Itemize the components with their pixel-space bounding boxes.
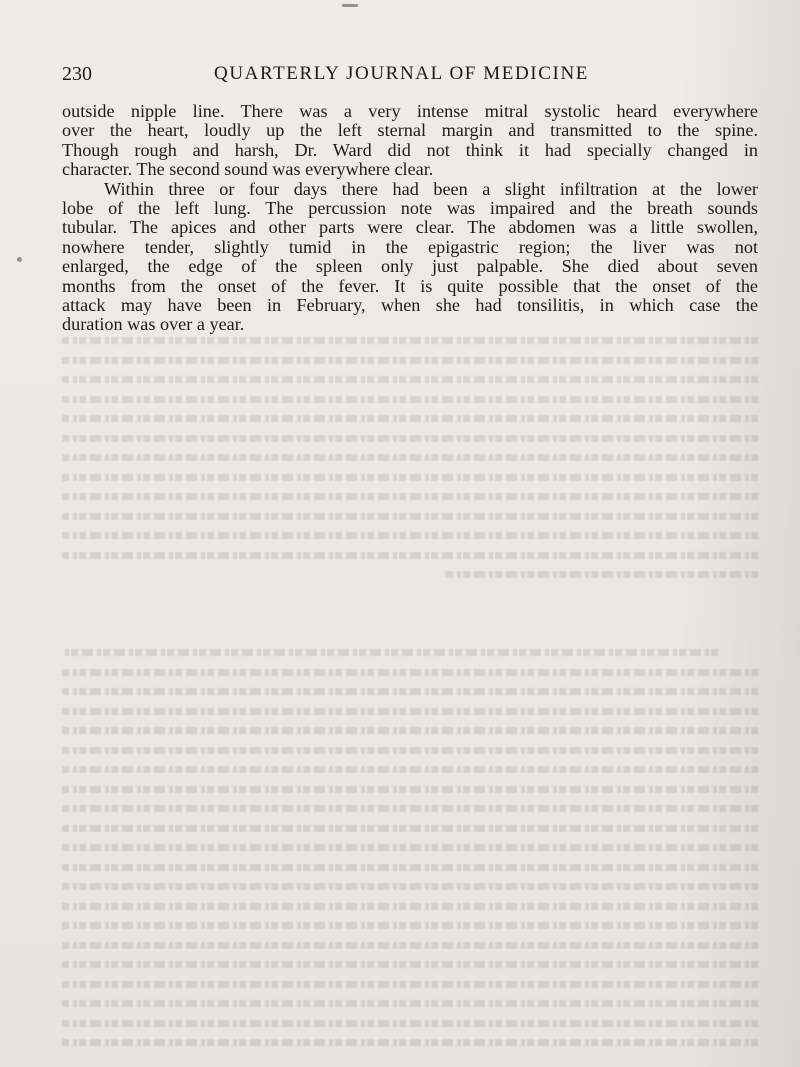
text-line: lobe of the left lung. The percussion note was impaired and the breath sounds	[62, 198, 758, 219]
text-line: Though rough and harsh, Dr. Ward did not think it had specially changed in	[62, 139, 758, 160]
scan-mark	[342, 4, 358, 7]
show-through-texture	[62, 330, 758, 1050]
text-line: attack may have been in February, when she had tonsilitis, in which case the	[62, 295, 758, 316]
margin-speck	[17, 257, 22, 262]
running-head	[62, 62, 758, 86]
paragraph-2	[62, 180, 758, 335]
page-number: 230	[62, 63, 92, 85]
text-line: Within three or four days there had been a slight infiltration at the lower	[104, 178, 758, 199]
journal-title: QUARTERLY JOURNAL OF MEDICINE	[214, 63, 589, 84]
text-line: outside nipple line. There was a very intense mitral systolic heard everywhere	[62, 101, 758, 121]
text-line: character. The second sound was everywhere clear.	[62, 159, 434, 180]
body-text	[62, 102, 758, 335]
text-line: months from the onset of the fever. It is quite possible that the onset of the	[62, 275, 758, 296]
text-line: over the heart, loudly up the left sternal margin and transmitted to the spine.	[62, 120, 758, 141]
text-line: enlarged, the edge of the spleen only just palpable. She died about seven	[62, 256, 758, 277]
paragraph-1	[62, 102, 758, 180]
text-line: tubular. The apices and other parts were clear. The abdomen was a little swollen,	[62, 217, 758, 238]
text-line: duration was over a year.	[62, 314, 245, 335]
text-line: nowhere tender, slightly tumid in the epigastric region; the liver was not	[62, 236, 758, 257]
